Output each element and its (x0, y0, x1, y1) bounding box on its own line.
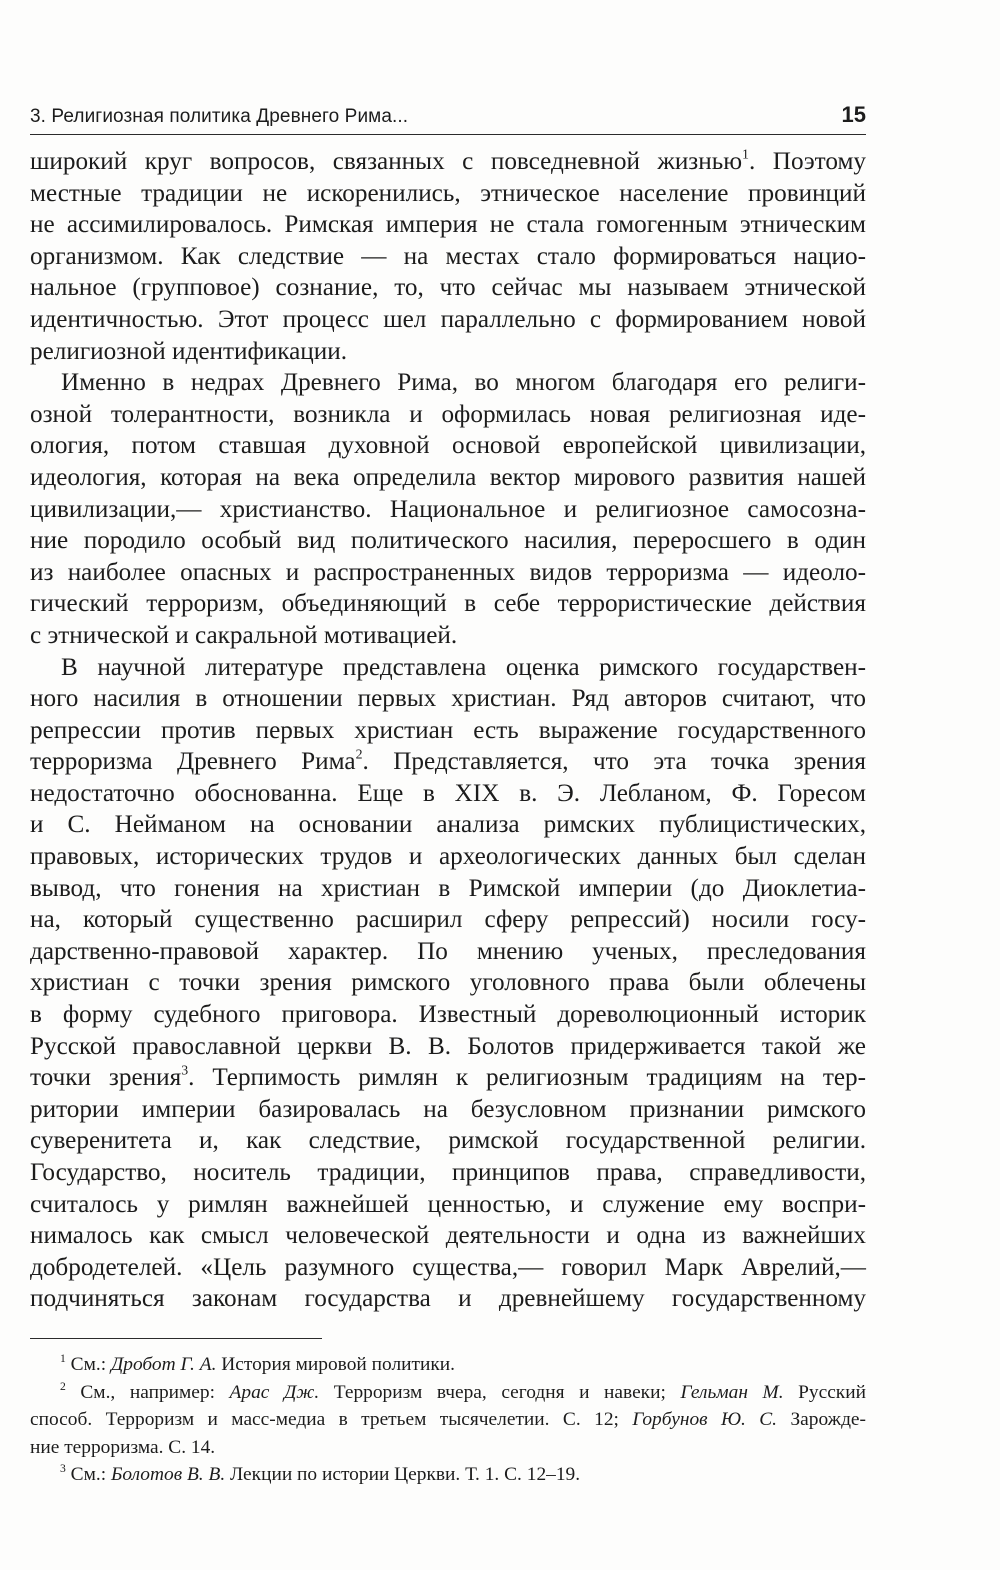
text-line (30, 336, 866, 368)
footnote-ref: 3 (181, 1062, 189, 1078)
text-span: христиан с точки зрения римского уголовного права были облечены (30, 969, 866, 997)
text-span: См., например: (65, 1381, 230, 1403)
text-span: терроризма Древнего Рима (30, 748, 356, 776)
footnote-author: Гельман М. (680, 1381, 784, 1403)
text-span: гический терроризм, объединяющий в себе террористические действия (30, 590, 866, 618)
paragraph (30, 367, 866, 651)
text-line (30, 557, 866, 589)
text-span: вывод, что гонения на христиан в Римской империи (до Диоклетиа- (30, 874, 866, 902)
footnote-marker: 3 (60, 1461, 66, 1475)
text-line (30, 809, 866, 841)
text-span: добродетелей. «Цель разумного существа,— говорил Марк Аврелий,— (30, 1253, 866, 1281)
text-span: суверенитета и, как следствие, римской государственной религии. (30, 1127, 866, 1155)
footnote-line (30, 1406, 866, 1434)
text-span: считалось у римлян важнейшей ценностью, и служение ему воспри- (30, 1190, 866, 1218)
text-span: способ. Терроризм и масс-медиа в третьем тысячелетии. С. 12; (30, 1409, 633, 1430)
footnote-author: Арас Дж. (229, 1381, 320, 1403)
text-span: История мировой политики. (216, 1354, 455, 1375)
text-span: ритории империи базировалась на безусловном признании римского (30, 1095, 866, 1123)
text-line (30, 620, 866, 652)
text-span: идентичностью. Этот процесс шел параллельно с формированием новой (30, 305, 866, 333)
text-span: идеология, которая на века определила вектор мирового развития нашей (30, 463, 866, 491)
text-line (30, 1031, 866, 1063)
text-span: недостаточно обоснованна. Еще в XIX в. Э. Лебланом, Ф. Горесом (30, 779, 866, 807)
text-span: . Поэтому (748, 148, 867, 175)
text-line (30, 462, 866, 494)
text-line (30, 778, 866, 810)
footnote-line (30, 1351, 866, 1379)
text-span: Государство, носитель традиции, принципов права, справедливости, (30, 1159, 866, 1186)
footnote-line (30, 1434, 866, 1462)
text-line (30, 1252, 866, 1284)
text-line (30, 873, 866, 905)
text-line (30, 1094, 866, 1126)
text-span: См.: (65, 1464, 111, 1485)
text-span: точки зрения (30, 1064, 182, 1092)
text-span: правовых, исторических трудов и археологических данных был сделан (30, 843, 866, 871)
text-span: на, который существенно расширил сферу репрессий) носили госу- (30, 906, 866, 934)
text-line (30, 1283, 866, 1315)
text-line (30, 1220, 866, 1252)
footnote-ref: 1 (742, 146, 749, 162)
text-line (30, 967, 866, 999)
footnote (30, 1351, 866, 1379)
footnotes (30, 1351, 866, 1489)
page-number: 15 (841, 102, 866, 127)
text-span: См.: (65, 1354, 111, 1375)
text-line (30, 178, 866, 210)
text-line (30, 241, 866, 273)
paragraph (30, 146, 866, 367)
text-span: из наиболее опасных и распространенных видов терроризма — идеоло- (30, 558, 866, 586)
text-span: нималось как смысл человеческой деятельности и одна из важнейших (30, 1222, 866, 1250)
text-span: Лекции по истории Церкви. Т. 1. С. 12–19. (225, 1464, 581, 1485)
text-span: . Терпимость римлян к религиозным традициям на тер- (188, 1064, 866, 1092)
text-line (30, 999, 866, 1031)
text-span: подчиняться законам государства и древнейшему государственному (30, 1285, 866, 1313)
text-span: широкий круг вопросов, связанных с повседневной жизнью (30, 148, 743, 175)
text-span: Зарожде- (777, 1409, 866, 1430)
text-span: . Представляется, что эта точка зрения (362, 748, 866, 776)
text-line (30, 904, 866, 936)
text-span: организмом. Как следствие — на местах стало формироваться нацио- (30, 242, 866, 270)
text-span: Именно в недрах Древнего Рима, во многом благодаря его религи- (61, 369, 866, 397)
text-span: Терроризм вчера, сегодня и навеки; (319, 1381, 681, 1403)
text-span: не ассимилировалось. Римская империя не стала гомогенным этническим (30, 211, 866, 239)
text-line (30, 936, 866, 968)
text-span: Русской православной церкви В. В. Болотов придерживается такой же (30, 1032, 866, 1060)
text-span: Русский (783, 1381, 866, 1403)
text-line (30, 430, 866, 462)
text-span: ного насилия в отношении первых христиан. Ряд авторов считают, что (30, 685, 866, 713)
footnote-marker: 2 (60, 1379, 66, 1393)
text-line (30, 304, 866, 336)
text-line (30, 1157, 866, 1189)
footnote-line (30, 1461, 866, 1489)
footnote-marker: 1 (60, 1351, 66, 1365)
text-span: в форму судебного приговора. Известный дореволюционный историк (30, 1001, 866, 1029)
text-line (30, 1189, 866, 1221)
text-line (30, 494, 866, 526)
text-span: религиозной идентификации. (30, 337, 348, 365)
text-line (30, 1125, 866, 1157)
text-line (30, 525, 866, 557)
text-span: В научной литературе представлена оценка римского государствен- (61, 653, 866, 681)
text-line (30, 588, 866, 620)
text-span: ние породило особый вид политического насилия, переросшего в один (30, 527, 866, 555)
text-span: ология, потом ставшая духовной основой европейской цивилизации, (30, 432, 866, 460)
running-head (30, 98, 866, 135)
text-line (30, 746, 866, 778)
text-line (30, 652, 866, 684)
text-line (30, 715, 866, 747)
text-line (30, 683, 866, 715)
footnote (30, 1379, 866, 1462)
text-line (30, 841, 866, 873)
text-span: озной толерантности, возникла и оформилась новая религиозная иде- (30, 400, 866, 428)
text-span: ние терроризма. С. 14. (30, 1436, 216, 1458)
text-span: репрессии против первых христиан есть выражение государственного (30, 716, 866, 744)
footnote-author: Дробот Г. А. (110, 1354, 217, 1375)
text-line (30, 1062, 866, 1094)
footnote-line (30, 1379, 866, 1407)
text-span: местные традиции не искоренились, этническое население провинций (30, 179, 866, 207)
text-line (30, 209, 866, 241)
footnote-separator (30, 1338, 322, 1339)
body-text (30, 146, 866, 1315)
text-span: нальное (групповое) сознание, то, что сейчас мы называем этнической (30, 274, 866, 302)
paragraph (30, 652, 866, 1315)
text-span: и С. Нейманом на основании анализа римских публицистических, (30, 811, 866, 839)
text-span: дарственно-правовой характер. По мнению ученых, преследования (30, 937, 866, 965)
text-span: с этнической и сакральной мотивацией. (30, 621, 458, 649)
text-line (30, 146, 866, 178)
footnote-ref: 2 (355, 746, 363, 762)
text-line (30, 399, 866, 431)
footnote (30, 1461, 866, 1489)
text-line (30, 272, 866, 304)
text-line (30, 367, 866, 399)
text-span: цивилизации,— христианство. Национальное и религиозное самосозна- (30, 495, 866, 523)
footnote-author: Горбунов Ю. С. (632, 1409, 778, 1430)
running-head-title: 3. Религиозная политика Древнего Рима... (30, 106, 409, 127)
footnote-author: Болотов В. В. (110, 1464, 226, 1485)
